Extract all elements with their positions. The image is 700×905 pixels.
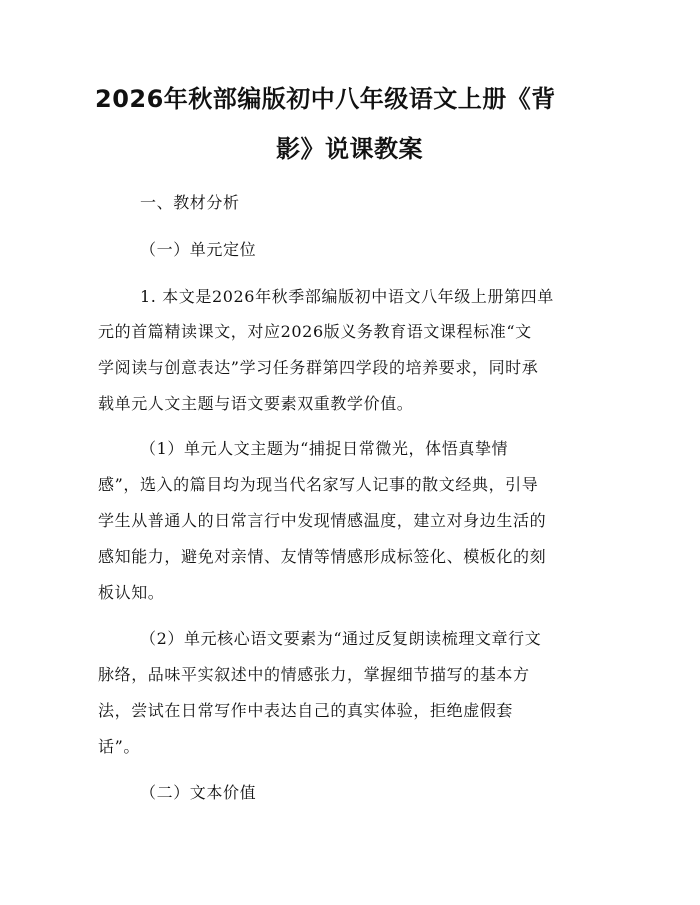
subsection-heading-text-value: （二）文本价值 [140,783,257,802]
paragraph-2-line-3: 学生从普通人的日常言行中发现情感温度，建立对身边生活的 [98,511,547,530]
paragraph-3-line-1: （2）单元核心语文要素为“通过反复朗读梳理文章行文 [140,629,542,648]
document-title-line-1: 2026年秋部编版初中八年级语文上册《背 [95,85,556,113]
paragraph-3-line-3: 法，尝试在日常写作中表达自己的真实体验，拒绝虚假套 [98,701,514,720]
document-title-line-2: 影》说课教案 [276,135,423,163]
paragraph-1-line-4: 载单元人文主题与语文要素双重教学价值。 [98,394,414,413]
subsection-heading-unit-position: （一）单元定位 [140,240,257,259]
paragraph-1-line-2: 元的首篇精读课文，对应2026版义务教育语文课程标准“文 [98,322,532,341]
paragraph-3-line-4: 话”。 [98,737,140,756]
paragraph-3-line-2: 脉络，品味平实叙述中的情感张力，掌握细节描写的基本方 [98,665,530,684]
paragraph-1-line-1: 1. 本文是2026年秋季部编版初中语文八年级上册第四单 [140,287,554,306]
paragraph-2-line-5: 板认知。 [98,583,165,602]
paragraph-2-line-1: （1）单元人文主题为“捕捉日常微光，体悟真挚情 [140,439,509,458]
paragraph-1-line-3: 学阅读与创意表达”学习任务群第四学段的培养要求，同时承 [98,358,539,377]
paragraph-2-line-4: 感知能力，避免对亲情、友情等情感形成标签化、模板化的刻 [98,547,547,566]
section-heading-teaching-material: 一、教材分析 [140,193,240,212]
paragraph-2-line-2: 感”，选入的篇目均为现当代名家写人记事的散文经典，引导 [98,475,539,494]
